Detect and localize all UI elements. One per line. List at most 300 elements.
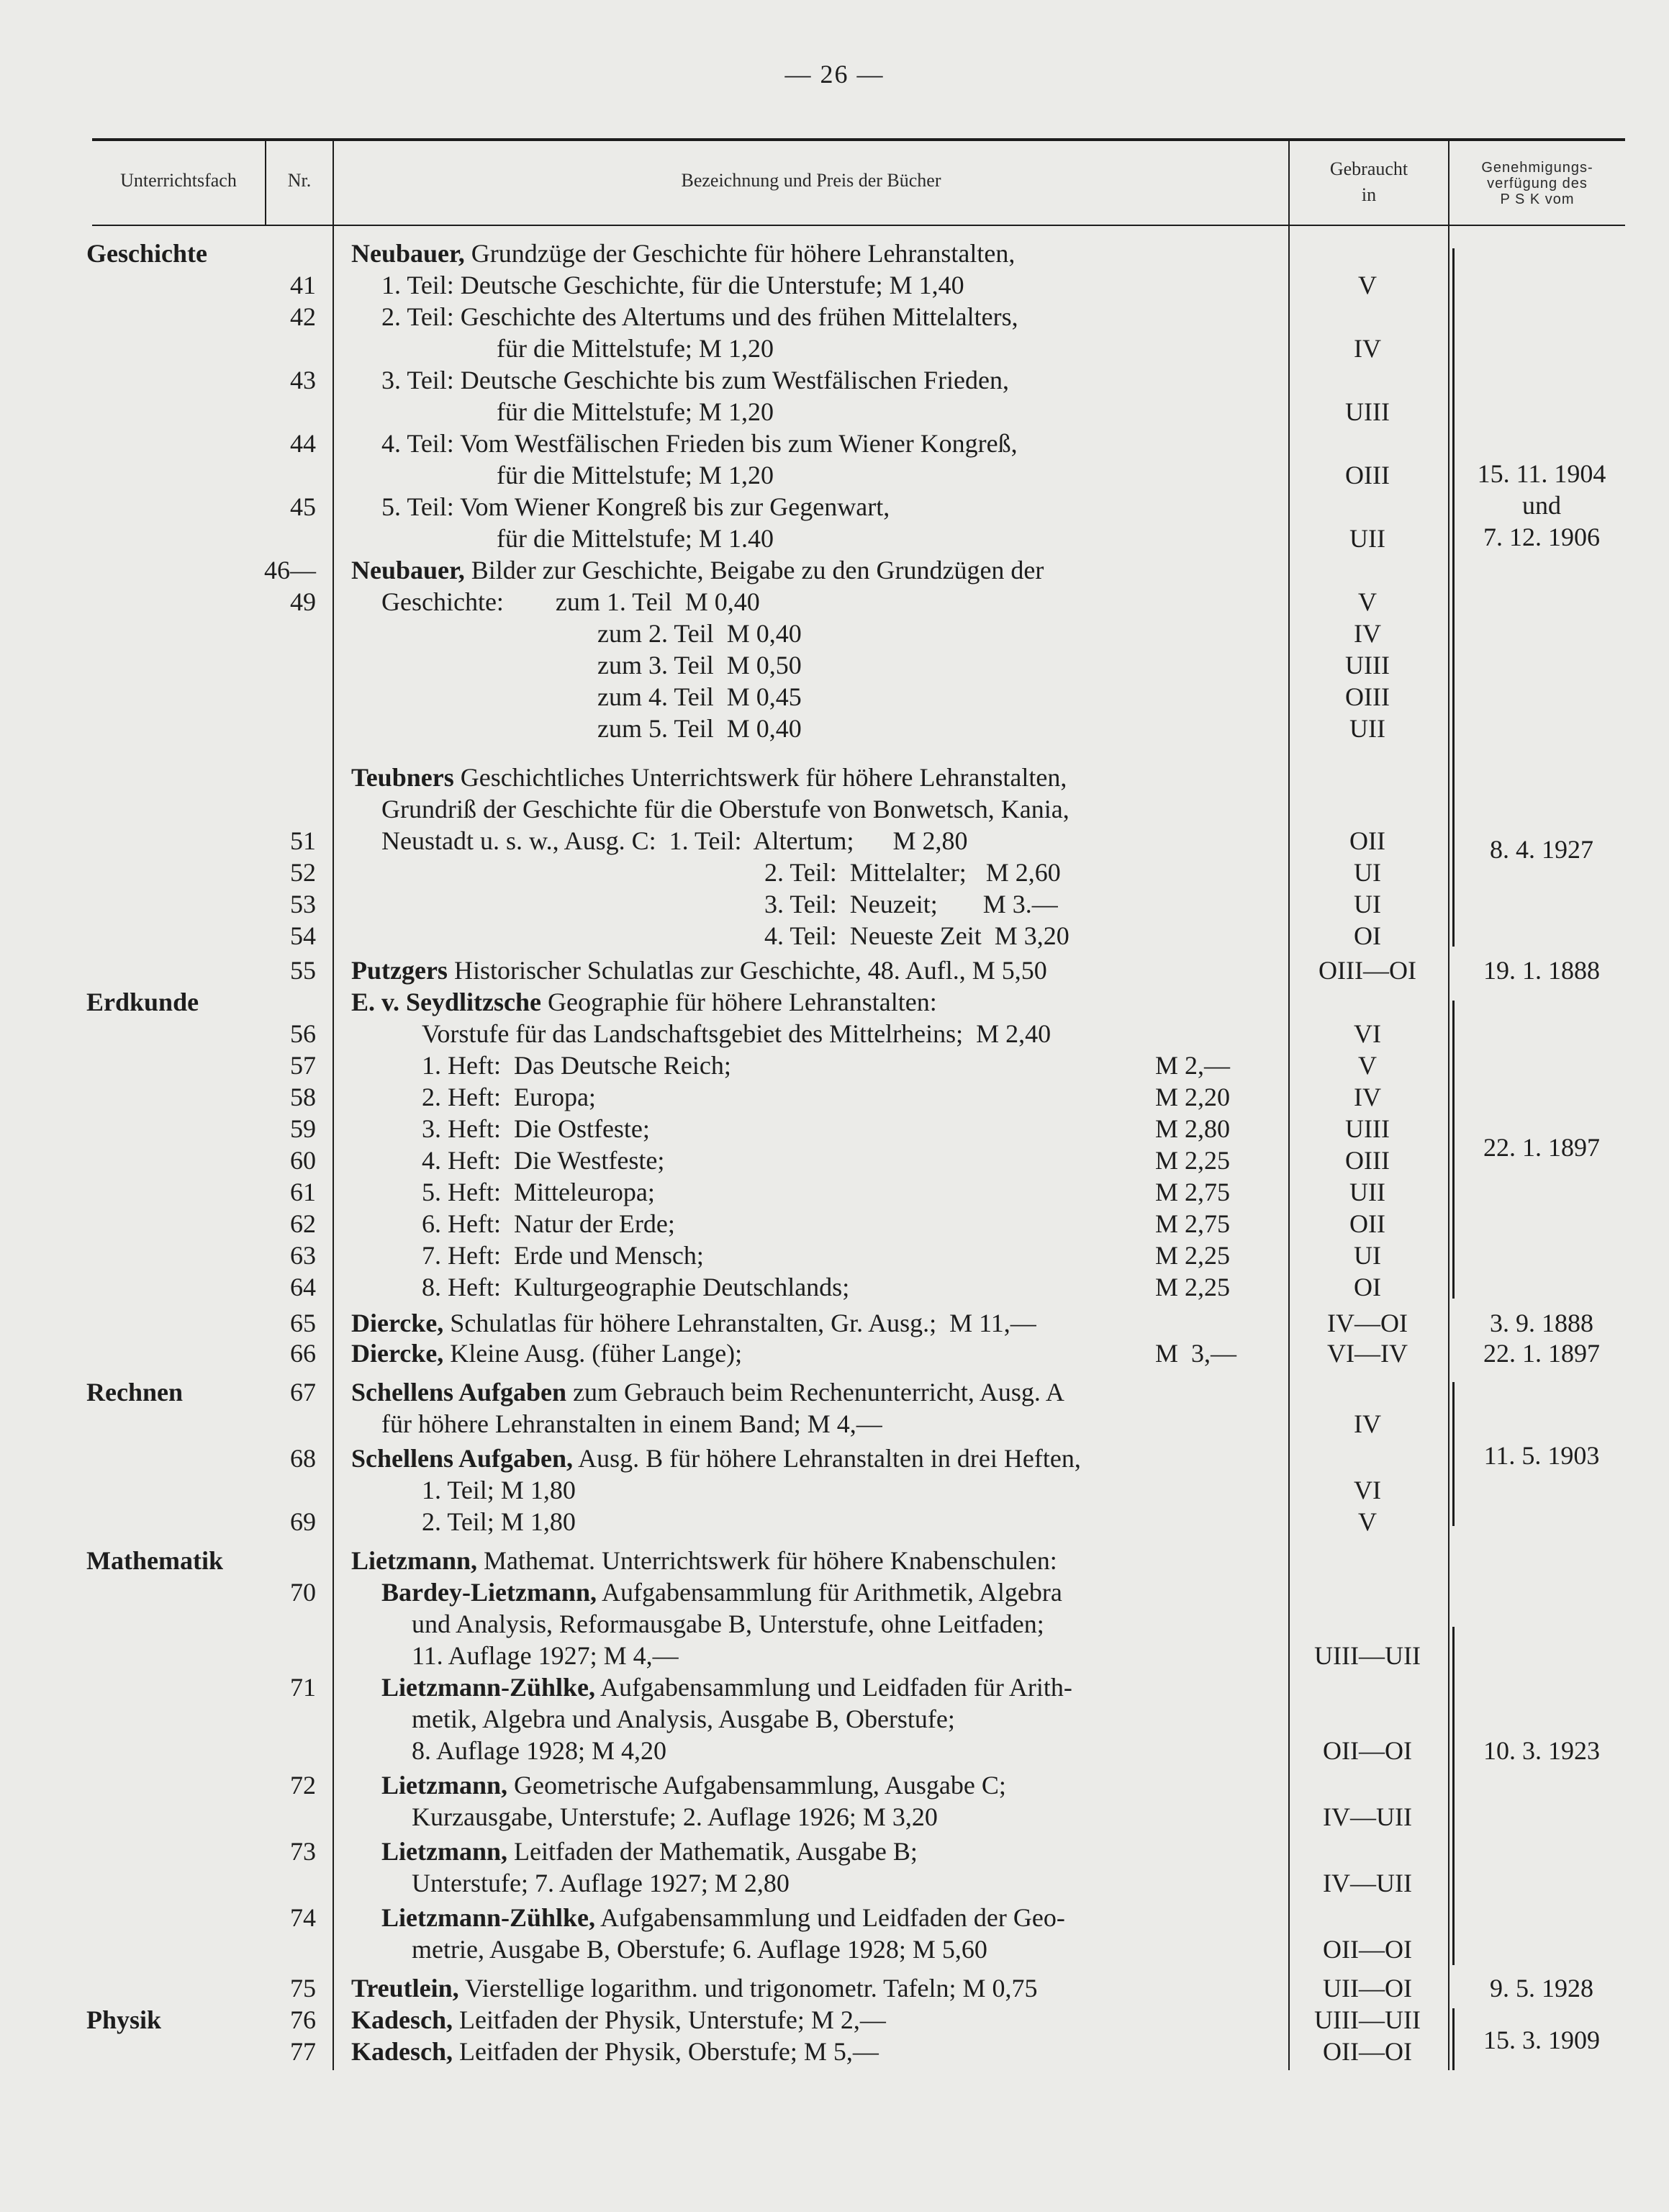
book-entry [497,396,774,428]
book-description: Aufgabensammlung und Leidfaden für Arith- [595,1673,1072,1702]
book-entry [351,1972,1038,2004]
book-entry [422,1240,704,1271]
table-row [0,491,1669,523]
used-in-grade: OIII [1345,682,1390,711]
book-description: 11. Auflage 1927; M 4,— [412,1641,679,1670]
table-row [0,523,1669,554]
book-entry [497,459,774,491]
table-row [0,1933,1669,1965]
table-row [0,1867,1669,1899]
book-author: E. v. Seydlitzsche [351,988,542,1016]
row-number: 71 [290,1673,316,1702]
row-number: 53 [290,890,316,918]
row-number: 58 [290,1083,316,1111]
book-price: M 2,25 [1155,1273,1231,1301]
book-description: 6. Heft: Natur der Erde; [422,1209,675,1238]
used-in-grade: UIII [1345,397,1390,426]
book-entry [422,1145,664,1176]
table-row [0,1018,1669,1049]
book-entry [412,1703,955,1735]
book-description: Vorstufe für das Landschaftsgebiet des Mittelrheins; M 2,40 [422,1019,1051,1048]
book-price: M 2,75 [1155,1209,1231,1238]
book-description: 4. Teil: Neueste Zeit M 3,20 [764,921,1069,950]
book-price: M 2,— [1155,1051,1231,1080]
book-entry [412,1640,679,1671]
book-description: 4. Teil: Vom Westfälischen Frieden bis zum Wiener Kongreß, [381,429,1018,458]
table-row [0,269,1669,301]
approval-date: 7. 12. 1906 [1483,523,1600,551]
subject-mathematik: Mathematik [86,1546,223,1575]
book-entry [351,954,1047,986]
table-row [0,1576,1669,1608]
used-in-grade: UII [1349,714,1385,743]
used-in-grade: V [1358,1051,1377,1080]
bracket-rechnen [1452,1382,1455,1526]
used-in-grade: UIII [1345,651,1390,680]
book-description: 1. Heft: Das Deutsche Reich; [422,1051,731,1080]
table-row [0,364,1669,396]
book-entry [422,1176,655,1208]
book-price: M 3,— [1155,1339,1237,1368]
book-description: Kurzausgabe, Unterstufe; 2. Auflage 1926; M 3,20 [412,1802,938,1831]
book-description: 1. Teil; M 1,80 [422,1476,576,1504]
row-number: 44 [290,429,316,458]
table-row [0,1703,1669,1735]
table-row [0,238,1669,269]
row-number: 42 [290,302,316,331]
used-in-grade: UII—OI [1323,1974,1412,2003]
book-description: Grundzüge der Geschichte für höhere Lehranstalten, [464,239,1016,268]
book-entry [422,1506,576,1538]
bracket-erdkunde [1452,1001,1455,1299]
book-description: 3. Heft: Die Ostfeste; [422,1114,650,1143]
table-row [0,954,1669,986]
book-description: für die Mittelstufe; M 1,20 [497,397,774,426]
used-in-grade: IV—UII [1323,1802,1412,1831]
approval-date: 19. 1. 1888 [1483,956,1600,985]
row-number: 55 [290,956,316,985]
approval-date: 15. 11. 1904 [1477,459,1606,488]
row-number: 69 [290,1507,316,1536]
approval-date: 9. 5. 1928 [1490,1974,1593,2003]
table-row [0,857,1669,888]
book-entry [351,986,937,1018]
table-row [0,681,1669,713]
subject-rechnen: Rechnen [86,1378,183,1407]
approval-date: 10. 3. 1923 [1483,1736,1600,1765]
book-description: Schulatlas für höhere Lehranstalten, Gr. Ausg.; M 11,— [443,1309,1036,1337]
book-entry [381,1902,1065,1933]
book-description: Unterstufe; 7. Auflage 1927; M 2,80 [412,1869,790,1897]
used-in-grade: UII [1349,524,1385,553]
table-row [0,1443,1669,1474]
book-entry [764,857,1061,888]
book-author: Treutlein, [351,1974,459,2003]
row-number: 41 [290,271,316,299]
table-row [0,649,1669,681]
book-author: Diercke, [351,1309,444,1337]
book-description: für die Mittelstufe; M 1,20 [497,334,774,363]
book-author: Lietzmann, [381,1837,507,1866]
book-description: Ausg. B für höhere Lehranstalten in drei Heften, [573,1444,1081,1473]
used-in-grade: UIII—UII [1314,2005,1421,2034]
table-row [0,554,1669,586]
book-description: Geschichte: zum 1. Teil M 0,40 [381,587,760,616]
book-author: Neubauer, [351,239,465,268]
used-in-grade: UIII [1345,1114,1390,1143]
table-row [0,459,1669,491]
book-description: Geschichtliches Unterrichtswerk für höhere Lehranstalten, [453,763,1067,792]
approval-date: 22. 1. 1897 [1483,1339,1600,1368]
book-entry [597,713,802,744]
row-number: 72 [290,1771,316,1800]
book-entry [412,1735,666,1766]
table-row [0,1972,1669,2004]
row-number: 45 [290,492,316,521]
used-in-grade: IV—UII [1323,1869,1412,1897]
header-used-1: Gebraucht [1329,158,1408,179]
table-row [0,793,1669,825]
table-row [0,586,1669,618]
table-row [0,1049,1669,1081]
book-author: Schellens Aufgaben [351,1378,567,1407]
used-in-grade: UII [1349,1178,1385,1206]
book-author: Lietzmann-Zühlke, [381,1903,596,1932]
table-row [0,1801,1669,1833]
table-row [0,1408,1669,1440]
book-author: Neubauer, [351,556,465,584]
row-number: 76 [290,2005,316,2034]
book-description: 8. Heft: Kulturgeographie Deutschlands; [422,1273,850,1301]
book-description: zum 4. Teil M 0,45 [597,682,802,711]
book-entry [422,1208,675,1240]
book-description: für die Mittelstufe; M 1.40 [497,524,774,553]
book-author: Diercke, [351,1339,444,1368]
subject-physik: Physik [86,2005,162,2034]
table-row [0,1145,1669,1176]
header-approval-3: P S K vom [1500,191,1575,207]
used-in-grade: V [1358,1507,1377,1536]
row-number: 46— [264,556,316,584]
book-description: Leitfaden der Physik, Unterstufe; M 2,— [453,2005,886,2034]
book-entry [381,428,1018,459]
book-description: und Analysis, Reformausgabe B, Unterstufe, ohne Leitfaden; [412,1610,1044,1638]
table-row [0,713,1669,744]
book-description: für die Mittelstufe; M 1,20 [497,461,774,489]
book-description: 3. Teil: Deutsche Geschichte bis zum Westfälischen Frieden, [381,366,1010,394]
book-description: Vierstellige logarithm. und trigonometr. Tafeln; M 0,75 [458,1974,1038,2003]
book-description: 1. Teil: Deutsche Geschichte, für die Unterstufe; M 1,40 [381,271,964,299]
row-number: 49 [290,587,316,616]
row-number: 61 [290,1178,316,1206]
book-entry [412,1867,790,1899]
book-entry [351,238,1015,269]
table-row [0,1081,1669,1113]
table-row [0,1240,1669,1271]
header-used-2: in [1361,184,1377,205]
row-number: 66 [290,1339,316,1368]
book-author: Lietzmann-Zühlke, [381,1673,596,1702]
table-row [0,618,1669,649]
row-number: 63 [290,1241,316,1270]
book-entry [351,1307,1036,1339]
book-description: 3. Teil: Neuzeit; M 3.— [764,890,1058,918]
row-number: 59 [290,1114,316,1143]
table-row [0,1902,1669,1933]
table-row [0,1506,1669,1538]
book-entry [381,1836,918,1867]
table-row [0,1640,1669,1671]
used-in-grade: OIII [1345,1146,1390,1175]
book-author: Schellens Aufgaben, [351,1444,574,1473]
row-number: 70 [290,1578,316,1607]
book-entry [422,1474,576,1506]
table-row [0,1608,1669,1640]
used-in-grade: OIII—OI [1319,956,1416,985]
table-row [0,2036,1669,2067]
row-number: 62 [290,1209,316,1238]
table-row [0,428,1669,459]
row-number: 64 [290,1273,316,1301]
used-in-grade: IV [1354,334,1381,363]
book-entry [381,491,890,523]
book-entry [412,1933,987,1965]
subject-geschichte: Geschichte [86,239,207,268]
used-in-grade: IV [1354,619,1381,648]
book-entry [422,1113,650,1145]
table-row [0,1176,1669,1208]
book-description: Historischer Schulatlas zur Geschichte, 48. Aufl., M 5,50 [447,956,1047,985]
table-row [0,2004,1669,2036]
book-description: Aufgabensammlung und Leidfaden der Geo- [595,1903,1065,1932]
table-row [0,825,1669,857]
book-description: metrie, Ausgabe B, Oberstufe; 6. Auflage 1928; M 5,60 [412,1935,987,1964]
book-entry [381,1671,1072,1703]
book-entry [351,2004,886,2036]
header-top-rule [92,138,1625,141]
row-number: 57 [290,1051,316,1080]
table-row [0,301,1669,333]
book-entry [497,333,774,364]
table-row [0,1307,1669,1339]
book-entry [381,1576,1062,1608]
book-entry [381,825,967,857]
book-author: Lietzmann, [381,1771,507,1800]
table-row [0,1735,1669,1766]
row-number: 73 [290,1837,316,1866]
table-row [0,920,1669,952]
used-in-grade: UI [1354,858,1381,887]
used-in-grade: OII [1349,826,1385,855]
table-row [0,1376,1669,1408]
book-entry [381,301,1018,333]
book-entry [351,1443,1081,1474]
row-number: 60 [290,1146,316,1175]
used-in-grade: OII—OI [1323,1935,1412,1964]
page-number: — 26 — [784,60,885,89]
used-in-grade: OII—OI [1323,2037,1412,2066]
row-number: 77 [290,2037,316,2066]
book-author: Putzgers [351,956,448,985]
book-description: 5. Heft: Mitteleuropa; [422,1178,655,1206]
bracket-physik [1452,2008,1455,2070]
book-entry [422,1081,596,1113]
used-in-grade: UI [1354,1241,1381,1270]
book-entry [381,793,1069,825]
book-description: zum 3. Teil M 0,50 [597,651,802,680]
used-in-grade: IV—OI [1327,1309,1408,1337]
row-number: 68 [290,1444,316,1473]
book-entry [764,920,1069,952]
header-approval-2: verfügung des [1487,176,1588,191]
book-description: metik, Algebra und Analysis, Ausgabe B, Oberstufe; [412,1705,955,1733]
used-in-grade: VI [1354,1019,1381,1048]
book-description: zum 5. Teil M 0,40 [597,714,802,743]
used-in-grade: VI [1354,1476,1381,1504]
book-entry [422,1018,1051,1049]
book-entry [497,523,774,554]
book-description: Geometrische Aufgabensammlung, Ausgabe C; [507,1771,1006,1800]
row-number: 67 [290,1378,316,1407]
row-number: 54 [290,921,316,950]
used-in-grade: OII [1349,1209,1385,1238]
book-entry [381,269,964,301]
table-row [0,396,1669,428]
book-description: 4. Heft: Die Westfeste; [422,1146,665,1175]
book-entry [422,1271,849,1303]
row-number: 65 [290,1309,316,1337]
used-in-grade: OI [1354,921,1381,950]
book-description: zum Gebrauch beim Rechenunterricht, Ausg. A [566,1378,1064,1407]
book-entry [381,586,760,618]
table-row [0,986,1669,1018]
bracket-mathematik [1452,1627,1455,1965]
book-entry [381,1408,882,1440]
row-number: 56 [290,1019,316,1048]
book-description: Bilder zur Geschichte, Beigabe zu den Grundzügen der [464,556,1044,584]
book-author: Bardey-Lietzmann, [381,1578,597,1607]
used-in-grade: OII—OI [1323,1736,1412,1765]
subject-erdkunde: Erdkunde [86,988,199,1016]
book-description: für höhere Lehranstalten in einem Band; M 4,— [381,1409,882,1438]
book-description: Aufgabensammlung für Arithmetik, Algebra [596,1578,1062,1607]
header-title: Bezeichnung und Preis der Bücher [681,170,941,191]
book-description: Neustadt u. s. w., Ausg. C: 1. Teil: Altertum; M 2,80 [381,826,968,855]
used-in-grade: OI [1354,1273,1381,1301]
table-row [0,762,1669,793]
header-nr: Nr. [287,170,312,191]
book-entry [351,762,1067,793]
book-entry [351,1376,1064,1408]
book-description: zum 2. Teil M 0,40 [597,619,802,648]
used-in-grade: OIII [1345,461,1390,489]
row-number: 43 [290,366,316,394]
book-description: 8. Auflage 1928; M 4,20 [412,1736,666,1765]
used-in-grade: IV [1354,1083,1381,1111]
row-number: 52 [290,858,316,887]
book-entry [422,1049,731,1081]
book-description: Leitfaden der Mathematik, Ausgabe B; [507,1837,918,1866]
book-description: Geographie für höhere Lehranstalten: [541,988,937,1016]
book-entry [412,1801,938,1833]
book-description: 2. Teil; M 1,80 [422,1507,576,1536]
book-description: Mathemat. Unterrichtswerk für höhere Knabenschulen: [477,1546,1057,1575]
book-entry [597,681,802,713]
header-subject: Unterrichtsfach [120,170,237,191]
book-price: M 2,20 [1155,1083,1231,1111]
header-bottom-rule [92,225,1625,226]
book-price: M 2,25 [1155,1241,1231,1270]
book-price: M 2,80 [1155,1114,1231,1143]
approval-date: 8. 4. 1927 [1490,835,1593,864]
book-author: Teubners [351,763,454,792]
header-approval-1: Genehmigungs- [1481,160,1593,176]
used-in-grade: VI—IV [1327,1339,1408,1368]
book-entry [351,2036,879,2067]
book-description: 2. Heft: Europa; [422,1083,596,1111]
book-entry [597,618,802,649]
book-description: 2. Teil: Geschichte des Altertums und des frühen Mittelalters, [381,302,1018,331]
book-entry [381,364,1009,396]
book-price: M 2,25 [1155,1146,1231,1175]
bracket-geschichte-1 [1452,248,1455,565]
approval-date: und [1522,491,1561,520]
table-row [0,1113,1669,1145]
book-entry [597,649,802,681]
table-row [0,1474,1669,1506]
book-entry [412,1608,1044,1640]
book-author: Lietzmann, [351,1546,477,1575]
bracket-geschichte-2 [1452,565,1455,947]
row-number: 51 [290,826,316,855]
table-row [0,888,1669,920]
table-row [0,1769,1669,1801]
table-row [0,1836,1669,1867]
book-description: Leitfaden der Physik, Oberstufe; M 5,— [453,2037,879,2066]
book-entry [351,554,1044,586]
book-description: Grundriß der Geschichte für die Oberstufe von Bonwetsch, Kania, [381,795,1069,823]
book-description: Kleine Ausg. (füher Lange); [443,1339,743,1368]
used-in-grade: IV [1354,1409,1381,1438]
book-description: 5. Teil: Vom Wiener Kongreß bis zur Gegenwart, [381,492,890,521]
approval-date: 11. 5. 1903 [1483,1441,1600,1470]
book-price: M 2,75 [1155,1178,1231,1206]
table-row [0,1208,1669,1240]
approval-date: 22. 1. 1897 [1483,1133,1600,1162]
book-entry [764,888,1058,920]
table-row [0,1545,1669,1576]
table-row [0,1271,1669,1303]
table-row [0,333,1669,364]
approval-date: 3. 9. 1888 [1490,1309,1593,1337]
book-description: 2. Teil: Mittelalter; M 2,60 [764,858,1061,887]
table-row [0,1337,1669,1369]
book-entry [351,1545,1057,1576]
book-entry [351,1337,742,1369]
book-author: Kadesch, [351,2037,453,2066]
table-row [0,1671,1669,1703]
book-author: Kadesch, [351,2005,453,2034]
book-entry [381,1769,1006,1801]
row-number: 74 [290,1903,316,1932]
row-number: 75 [290,1974,316,2003]
used-in-grade: V [1358,271,1377,299]
approval-date: 15. 3. 1909 [1483,2026,1600,2054]
used-in-grade: V [1358,587,1377,616]
book-description: 7. Heft: Erde und Mensch; [422,1241,704,1270]
used-in-grade: UI [1354,890,1381,918]
used-in-grade: UIII—UII [1314,1641,1421,1670]
